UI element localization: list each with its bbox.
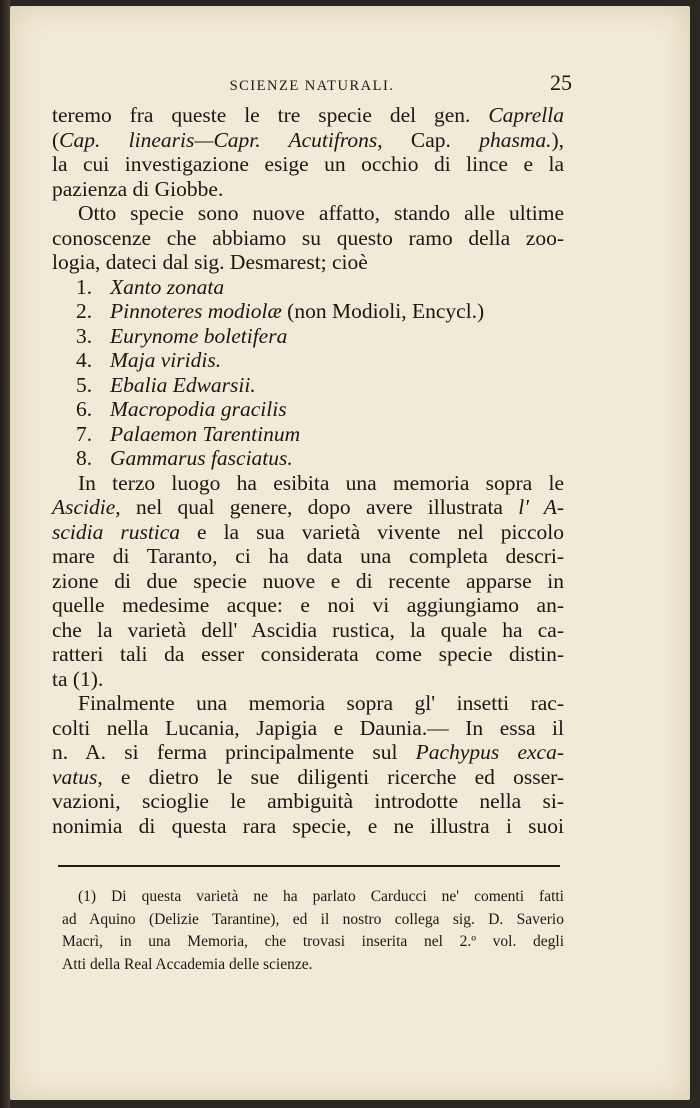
- text-line: quelle medesime acque: e noi vi aggiungiamo an-: [52, 593, 564, 617]
- text-line: Finalmente una memoria sopra gl' insetti rac-: [78, 691, 564, 715]
- footnote-divider: [58, 865, 560, 867]
- body-text: [52, 103, 564, 838]
- text-line: scidia rustica e la sua varietà vivente nel piccolo: [52, 519, 564, 544]
- footnote-line: ad Aquino (Delizie Tarantine), ed il nostro collega sig. D. Saverio: [62, 910, 564, 928]
- footnote-line: Atti della Real Accademia delle scienze.: [62, 955, 313, 973]
- species-item: 1. Xanto zonata: [76, 274, 225, 299]
- text-line: pazienza di Giobbe.: [52, 176, 224, 201]
- text-line: ta (1).: [52, 666, 104, 691]
- footnote-line: (1) Di questa varietà ne ha parlato Carducci ne' comenti fatti: [78, 888, 564, 905]
- text-line: vatus, e dietro le sue diligenti ricerche ed osser-: [52, 764, 564, 789]
- text-line: che la varietà dell' Ascidia rustica, la quale ha ca-: [52, 617, 564, 642]
- page-number: 25: [550, 70, 572, 95]
- text-line: vazioni, scioglie le ambiguità introdotte nella si-: [52, 789, 564, 813]
- footnote: [62, 886, 564, 976]
- species-item: 6. Macropodia gracilis: [76, 397, 287, 421]
- text-line: ratteri tali da esser considerata come specie distin-: [52, 642, 564, 666]
- text-line: Ascidie, nel qual genere, dopo avere illustrata l' A-: [52, 495, 564, 519]
- text-line: zione di due specie nuove e di recente apparse in: [52, 568, 564, 593]
- species-item: 8. Gammarus fasciatus.: [76, 446, 293, 470]
- text-line: nonimia di questa rara specie, e ne illustra i suoi: [52, 813, 564, 838]
- page-header: [52, 68, 572, 98]
- species-item: 5. Ebalia Edwarsii.: [76, 372, 256, 397]
- book-spine-shadow: [0, 0, 10, 1108]
- text-line: n. A. si ferma principalmente sul Pachypus exca-: [52, 740, 564, 764]
- text-line: In terzo luogo ha esibita una memoria sopra le: [78, 470, 564, 495]
- species-item: 2. Pinnoteres modiolæ (non Modioli, Encycl.): [76, 299, 485, 323]
- text-line: mare di Taranto, ci ha data una completa descri-: [52, 544, 564, 568]
- text-line: conoscenze che abbiamo su questo ramo della zoo-: [52, 225, 564, 250]
- species-item: 7. Palaemon Tarentinum: [76, 421, 301, 446]
- text-line: teremo fra queste le tre specie del gen. Caprella: [52, 103, 564, 127]
- species-item: 4. Maja viridis.: [76, 348, 222, 372]
- text-line: la cui investigazione esige un occhio di lince e la: [52, 152, 564, 176]
- text-line: Otto specie sono nuove affatto, stando alle ultime: [78, 201, 564, 225]
- text-line: (Cap. linearis—Capr. Acutifrons, Cap. phasma.),: [52, 127, 565, 152]
- footnote-line: Macrì, in una Memoria, che trovasi inserita nel 2.º vol. degli: [62, 933, 564, 950]
- text-line: colti nella Lucania, Japigia e Daunia.— In essa il: [52, 715, 564, 740]
- running-title: SCIENZE NATURALI.: [229, 78, 395, 94]
- text-line: logia, dateci dal sig. Desmarest; cioè: [52, 250, 368, 274]
- species-item: 3. Eurynome boletifera: [76, 323, 288, 348]
